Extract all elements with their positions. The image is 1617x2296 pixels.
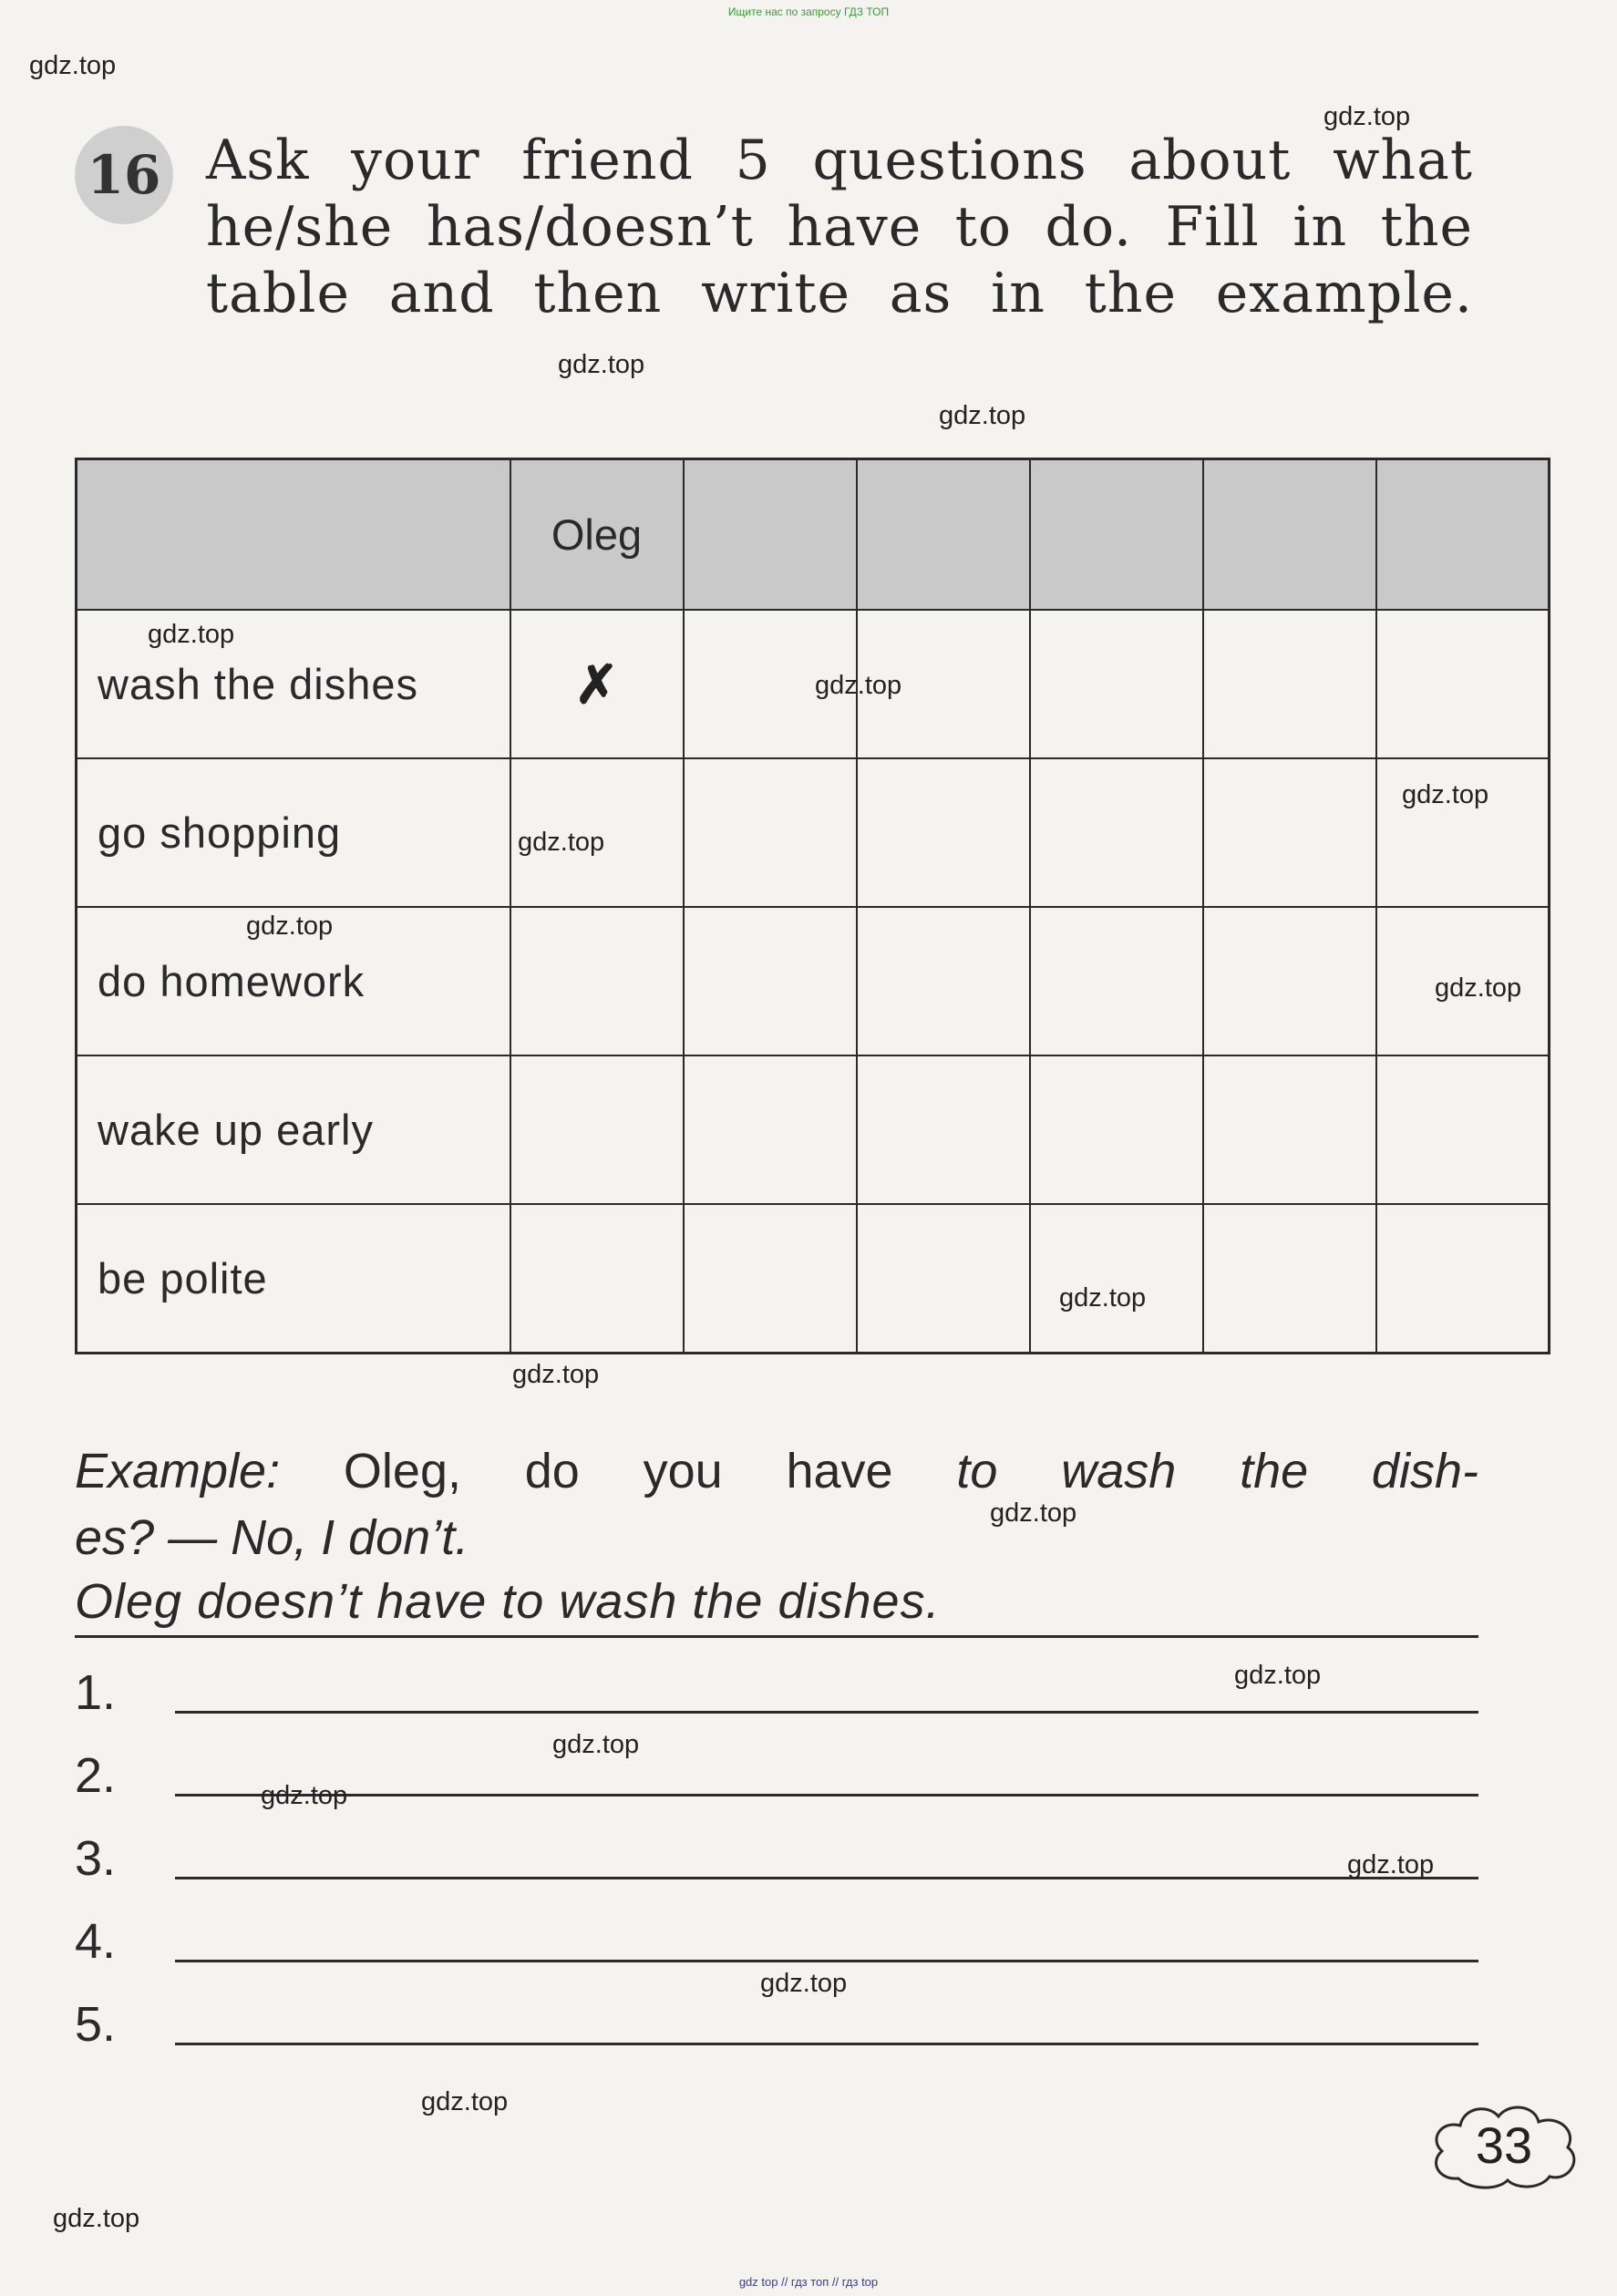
watermark: gdz.top — [512, 1360, 600, 1389]
example-question-plain: Oleg, do you have — [343, 1444, 893, 1498]
answer-cell[interactable] — [1203, 1055, 1376, 1204]
example-statement: Oleg doesn’t have to wash the dishes. — [75, 1568, 1478, 1638]
answer-number: 4. — [75, 1914, 117, 1969]
watermark: gdz.top — [1059, 1283, 1147, 1313]
answer-cell[interactable] — [684, 907, 857, 1055]
answer-line[interactable] — [175, 1794, 1478, 1797]
activity-label: wash the dishes — [77, 610, 510, 758]
watermark: gdz.top — [1402, 780, 1489, 809]
answer-number: 5. — [75, 1997, 117, 2052]
watermark: gdz.top — [518, 828, 605, 857]
header-name-cell: Oleg — [510, 459, 684, 611]
watermark: gdz.top — [552, 1730, 640, 1759]
answer-row — [75, 1807, 1478, 1886]
answer-number: 2. — [75, 1748, 117, 1803]
watermark: gdz.top — [148, 620, 235, 649]
bottom-banner: gdz top // гдз топ // гдз top — [738, 2275, 879, 2289]
answer-cell[interactable] — [510, 1055, 684, 1204]
watermark: gdz.top — [261, 1781, 348, 1810]
answer-cell[interactable] — [1030, 758, 1203, 907]
activity-label: wake up early — [77, 1055, 510, 1204]
table-row — [77, 1055, 1550, 1204]
answer-number: 1. — [75, 1665, 117, 1720]
watermark: gdz.top — [990, 1498, 1077, 1528]
answer-cell[interactable] — [857, 758, 1030, 907]
watermark: gdz.top — [1234, 1661, 1322, 1690]
answer-cell[interactable] — [1030, 1055, 1203, 1204]
example-answer: es? — No, I don’t. — [75, 1510, 469, 1565]
answer-cell[interactable]: ✗ — [510, 610, 684, 758]
answer-cell[interactable] — [510, 907, 684, 1055]
answer-cell[interactable] — [1030, 1204, 1203, 1354]
watermark: gdz.top — [815, 671, 902, 700]
exercise-instruction: Ask your friend 5 questions about what he/she has/doesn’t have to do. Fill in the table and then write as in the example. — [206, 129, 1473, 325]
answer-row — [75, 1889, 1478, 1969]
activity-label: do homework — [77, 907, 510, 1055]
example-question-line — [75, 1438, 1478, 1505]
example-question-italic: to wash the dish- — [956, 1444, 1478, 1498]
answer-cell[interactable] — [684, 1055, 857, 1204]
watermark: gdz.top — [246, 911, 334, 941]
answer-cell[interactable] — [1203, 610, 1376, 758]
answer-cell[interactable] — [1030, 610, 1203, 758]
watermark: gdz.top — [1435, 973, 1522, 1003]
activity-label: be polite — [77, 1204, 510, 1354]
survey-table — [75, 458, 1550, 1354]
answer-line[interactable] — [175, 1877, 1478, 1879]
answer-cell[interactable] — [1376, 610, 1550, 758]
watermark: gdz.top — [1323, 102, 1411, 131]
table-row — [77, 1204, 1550, 1354]
header-name-cell[interactable] — [1030, 459, 1203, 611]
answer-cell[interactable] — [857, 907, 1030, 1055]
watermark: gdz.top — [1347, 1850, 1435, 1879]
exercise-number-badge: 16 — [75, 126, 173, 224]
header-name-cell[interactable] — [1203, 459, 1376, 611]
answer-line[interactable] — [175, 1960, 1478, 1962]
header-name-cell[interactable] — [684, 459, 857, 611]
activity-label: go shopping — [77, 758, 510, 907]
header-cell — [77, 459, 510, 611]
answer-number: 3. — [75, 1831, 117, 1886]
example-block — [75, 1438, 1478, 1571]
table-header-row — [77, 459, 1550, 611]
page-number-badge — [1422, 2095, 1586, 2195]
answer-cell[interactable] — [1203, 758, 1376, 907]
watermark: gdz.top — [53, 2204, 140, 2233]
answer-cell[interactable] — [1203, 1204, 1376, 1354]
watermark: gdz.top — [558, 350, 645, 379]
answer-line[interactable] — [175, 1711, 1478, 1714]
table-row — [77, 610, 1550, 758]
answer-cell[interactable] — [684, 1204, 857, 1354]
watermark: gdz.top — [939, 401, 1026, 430]
answer-cell[interactable] — [510, 1204, 684, 1354]
answer-cell[interactable] — [1376, 1204, 1550, 1354]
answer-cell[interactable] — [1030, 907, 1203, 1055]
answer-cell[interactable] — [857, 1055, 1030, 1204]
answer-cell[interactable] — [857, 1204, 1030, 1354]
top-banner: Ищите нас по запросу ГДЗ ТОП — [727, 5, 890, 18]
answer-cell[interactable] — [684, 758, 857, 907]
answer-cell[interactable] — [1376, 1055, 1550, 1204]
watermark: gdz.top — [760, 1969, 848, 1998]
answer-line[interactable] — [175, 2043, 1478, 2045]
watermark: gdz.top — [421, 2087, 509, 2116]
watermark: gdz.top — [29, 51, 117, 80]
page-number: 33 — [1475, 2116, 1533, 2174]
header-name-cell[interactable] — [1376, 459, 1550, 611]
header-name-cell[interactable] — [857, 459, 1030, 611]
example-label: Example: — [75, 1444, 281, 1498]
table-row — [77, 758, 1550, 907]
answer-cell[interactable] — [1203, 907, 1376, 1055]
